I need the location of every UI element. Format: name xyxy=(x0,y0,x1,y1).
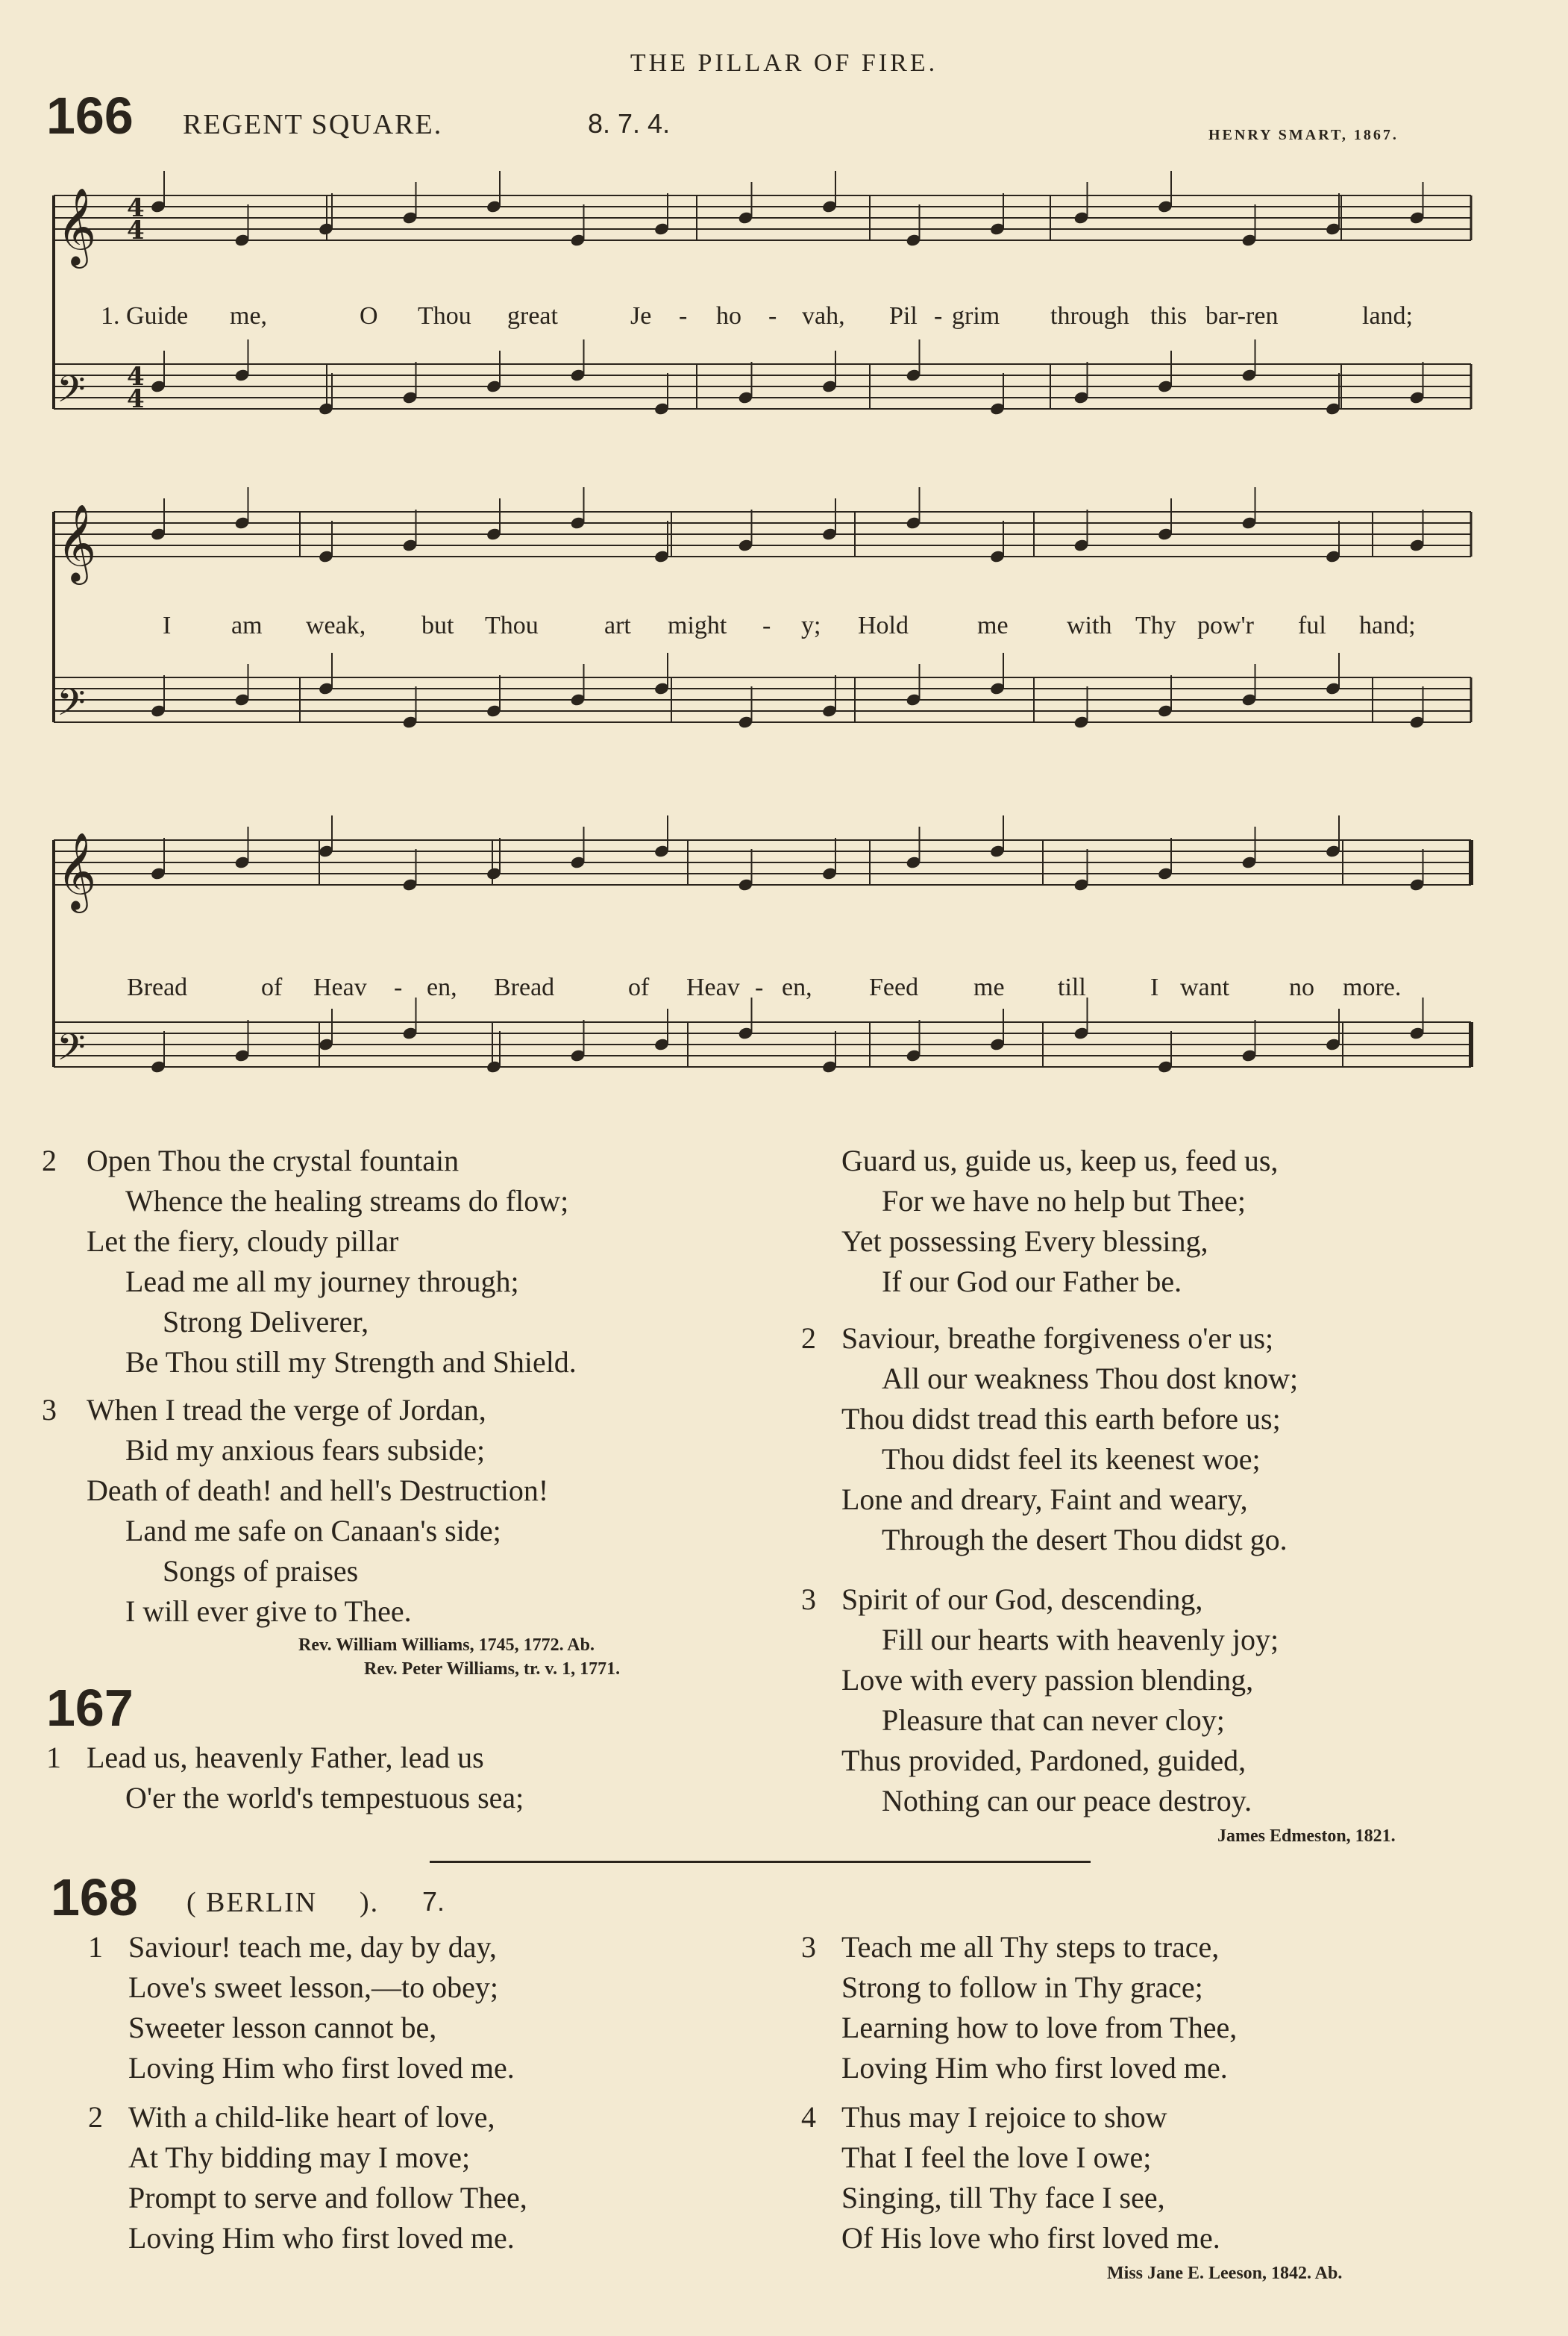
lyric-syllable: y; xyxy=(801,612,821,639)
treble-clef-icon: 𝄞 xyxy=(57,504,97,582)
treble-clef-icon: 𝄞 xyxy=(57,832,97,910)
stanza-line: For we have no help but Thee; xyxy=(882,1184,1246,1218)
lyric-syllable: me xyxy=(973,974,1005,1001)
lyric-syllable: I xyxy=(163,612,172,639)
stanza-line: If our God our Father be. xyxy=(882,1265,1182,1298)
stanza-line: Of His love who first loved me. xyxy=(841,2221,1220,2255)
time-signature-bottom: 4 xyxy=(127,384,145,414)
time-signature-top: 4 xyxy=(127,193,145,223)
lyric-syllable: - xyxy=(762,612,771,639)
lyric-syllable: 1. Guide xyxy=(101,302,189,330)
stanza-line: Sweeter lesson cannot be, xyxy=(128,2011,437,2044)
stanza-line: Spirit of our God, descending, xyxy=(841,1582,1203,1616)
lyric-syllable: O xyxy=(360,302,378,330)
stanza-line: Guard us, guide us, keep us, feed us, xyxy=(841,1144,1279,1177)
lyric-syllable: Bread xyxy=(494,974,555,1001)
stanza-line: Land me safe on Canaan's side; xyxy=(125,1514,501,1547)
stanza-number: 2 xyxy=(42,1144,57,1177)
composer-credit: HENRY SMART, 1867. xyxy=(1208,127,1399,143)
lyric-syllable: - xyxy=(934,302,943,330)
stanza-line: Learning how to love from Thee, xyxy=(841,2011,1238,2044)
stanza-line: Teach me all Thy steps to trace, xyxy=(841,1930,1220,1964)
stanza-line: Whence the healing streams do flow; xyxy=(125,1184,569,1218)
lyric-syllable: - xyxy=(679,302,688,330)
lyric-syllable: land; xyxy=(1362,302,1413,330)
stanza-line: Let the fiery, cloudy pillar xyxy=(87,1224,399,1258)
hymn-number-167: 167 xyxy=(46,1679,134,1737)
stanza-line: Through the desert Thou didst go. xyxy=(882,1523,1288,1556)
lyric-syllable: art xyxy=(604,612,631,639)
lyric-syllable: this xyxy=(1150,302,1188,330)
time-signature-bottom: 4 xyxy=(127,216,145,245)
tune-meter: 7. xyxy=(422,1886,445,1917)
lyrics-line-1 xyxy=(0,302,1568,336)
lyric-syllable: pow'r xyxy=(1197,612,1255,639)
stanza-number: 3 xyxy=(42,1393,57,1427)
stanza-line: Loving Him who first loved me. xyxy=(128,2221,515,2255)
stanza-number: 4 xyxy=(801,2100,816,2134)
stanza-line: Bid my anxious fears subside; xyxy=(125,1433,486,1467)
lyric-syllable: ho xyxy=(716,302,741,330)
stanza-line: Love with every passion blending, xyxy=(841,1663,1254,1697)
lyric-syllable: me xyxy=(977,612,1009,639)
stanza-line: Loving Him who first loved me. xyxy=(128,2051,515,2085)
music-staves-svg xyxy=(0,0,1568,1119)
lyric-syllable: hand; xyxy=(1359,612,1416,639)
lyric-syllable: through xyxy=(1050,302,1129,330)
lyric-syllable: am xyxy=(231,612,263,639)
hymn-number-168: 168 xyxy=(51,1868,138,1926)
stanza-line: Pleasure that can never cloy; xyxy=(882,1703,1225,1737)
stanza-number: 3 xyxy=(801,1582,816,1616)
tune-meter: 8. 7. 4. xyxy=(588,108,671,139)
lyric-syllable: Je xyxy=(630,302,652,330)
stanza-line: Singing, till Thy face I see, xyxy=(841,2181,1165,2214)
lyric-syllable: en, xyxy=(427,974,457,1001)
lyric-syllable: Heav xyxy=(313,974,367,1001)
lyric-syllable: till xyxy=(1058,974,1086,1001)
lyric-syllable: grim xyxy=(952,302,1000,330)
stanza-line: Open Thou the crystal fountain xyxy=(87,1144,460,1177)
stanza-line: Loving Him who first loved me. xyxy=(841,2051,1228,2085)
tune-close-paren: ). xyxy=(360,1887,380,1918)
stanza-line: Saviour, breathe forgiveness o'er us; xyxy=(841,1321,1274,1355)
stanza-line: Thou didst tread this earth before us; xyxy=(841,1402,1281,1435)
lyric-syllable: of xyxy=(261,974,283,1001)
lyrics-line-2 xyxy=(0,612,1568,645)
lyric-syllable: - xyxy=(394,974,403,1001)
time-signature-top: 4 xyxy=(127,362,145,392)
stanza-line: All our weakness Thou dost know; xyxy=(882,1362,1299,1395)
stanza-line: Saviour! teach me, day by day, xyxy=(128,1930,497,1964)
lyric-syllable: Pil xyxy=(889,302,918,330)
stanza-line: Thus provided, Pardoned, guided, xyxy=(841,1744,1246,1777)
running-head: THE PILLAR OF FIRE. xyxy=(630,49,938,77)
stanza-number: 2 xyxy=(88,2100,103,2134)
stanza-number: 2 xyxy=(801,1321,816,1355)
stanza-number: 1 xyxy=(46,1741,61,1774)
author-credit: James Edmeston, 1821. xyxy=(1217,1826,1396,1846)
lyric-syllable: weak, xyxy=(306,612,366,639)
treble-clef-icon: 𝄞 xyxy=(57,187,97,266)
lyric-syllable: Hold xyxy=(858,612,909,639)
stanza-line: Be Thou still my Strength and Shield. xyxy=(125,1345,577,1379)
tune-name: REGENT SQUARE. xyxy=(183,109,443,140)
lyric-syllable: with xyxy=(1067,612,1112,639)
lyric-syllable: Bread xyxy=(127,974,188,1001)
stanza-line: When I tread the verge of Jordan, xyxy=(87,1393,486,1427)
stanza-line: Fill our hearts with heavenly joy; xyxy=(882,1623,1279,1656)
stanza-line: Lead us, heavenly Father, lead us xyxy=(87,1741,484,1774)
stanza-line: O'er the world's tempestuous sea; xyxy=(125,1781,524,1814)
stanza-line: Nothing can our peace destroy. xyxy=(882,1784,1252,1817)
lyric-syllable: want xyxy=(1180,974,1230,1001)
tune-name: BERLIN xyxy=(206,1887,318,1918)
stanza-line: That I feel the love I owe; xyxy=(841,2141,1152,2174)
stanza-line: Love's sweet lesson,—to obey; xyxy=(128,1970,499,2004)
stanza-line: Thou didst feel its keenest woe; xyxy=(882,1442,1261,1476)
lyric-syllable: of xyxy=(628,974,650,1001)
lyric-syllable: ful xyxy=(1298,612,1326,639)
stanza-line: Death of death! and hell's Destruction! xyxy=(87,1474,549,1507)
lyrics-line-3 xyxy=(0,974,1568,1007)
stanza-line: Yet possessing Every blessing, xyxy=(841,1224,1208,1258)
stanza-line: Prompt to serve and follow Thee, xyxy=(128,2181,527,2214)
lyric-syllable: no xyxy=(1289,974,1314,1001)
stanza-number: 1 xyxy=(88,1930,103,1964)
bass-clef-icon: 𝄢 xyxy=(57,368,86,420)
lyric-syllable: - xyxy=(755,974,764,1001)
lyric-syllable: bar-ren xyxy=(1205,302,1279,330)
translator-credit: Rev. Peter Williams, tr. v. 1, 1771. xyxy=(364,1659,621,1679)
stanza-line: I will ever give to Thee. xyxy=(125,1594,412,1628)
section-divider xyxy=(430,1861,1091,1863)
stanza-line: Strong to follow in Thy grace; xyxy=(841,1970,1203,2004)
lyric-syllable: more. xyxy=(1343,974,1402,1001)
lyric-syllable: vah, xyxy=(802,302,845,330)
author-credit: Miss Jane E. Leeson, 1842. Ab. xyxy=(1107,2264,1343,2283)
bass-clef-icon: 𝄢 xyxy=(57,1026,86,1078)
lyric-syllable: but xyxy=(421,612,454,639)
lyric-syllable: Thou xyxy=(485,612,539,639)
stanza-line: At Thy bidding may I move; xyxy=(128,2141,471,2174)
stanza-line: With a child-like heart of love, xyxy=(128,2100,495,2134)
stanza-line: Thus may I rejoice to show xyxy=(841,2100,1167,2134)
lyric-syllable: Feed xyxy=(869,974,919,1001)
bass-clef-icon: 𝄢 xyxy=(57,681,86,733)
stanza-line: Lead me all my journey through; xyxy=(125,1265,519,1298)
lyric-syllable: Thou xyxy=(418,302,471,330)
lyric-syllable: I xyxy=(1150,974,1159,1001)
stanza-line: Lone and dreary, Faint and weary, xyxy=(841,1482,1248,1516)
lyric-syllable: me, xyxy=(230,302,268,330)
lyric-syllable: en, xyxy=(782,974,812,1001)
tune-open-paren: ( xyxy=(186,1887,198,1918)
stanza-number: 3 xyxy=(801,1930,816,1964)
lyric-syllable: great xyxy=(507,302,558,330)
lyric-syllable: - xyxy=(768,302,777,330)
lyric-syllable: Heav xyxy=(686,974,740,1001)
lyric-syllable: might xyxy=(668,612,727,639)
author-credit: Rev. William Williams, 1745, 1772. Ab. xyxy=(298,1635,595,1655)
stanza-line: Songs of praises xyxy=(163,1554,359,1588)
stanza-line: Strong Deliverer, xyxy=(163,1305,369,1338)
hymn-number-166: 166 xyxy=(46,87,134,145)
lyric-syllable: Thy xyxy=(1135,612,1176,639)
